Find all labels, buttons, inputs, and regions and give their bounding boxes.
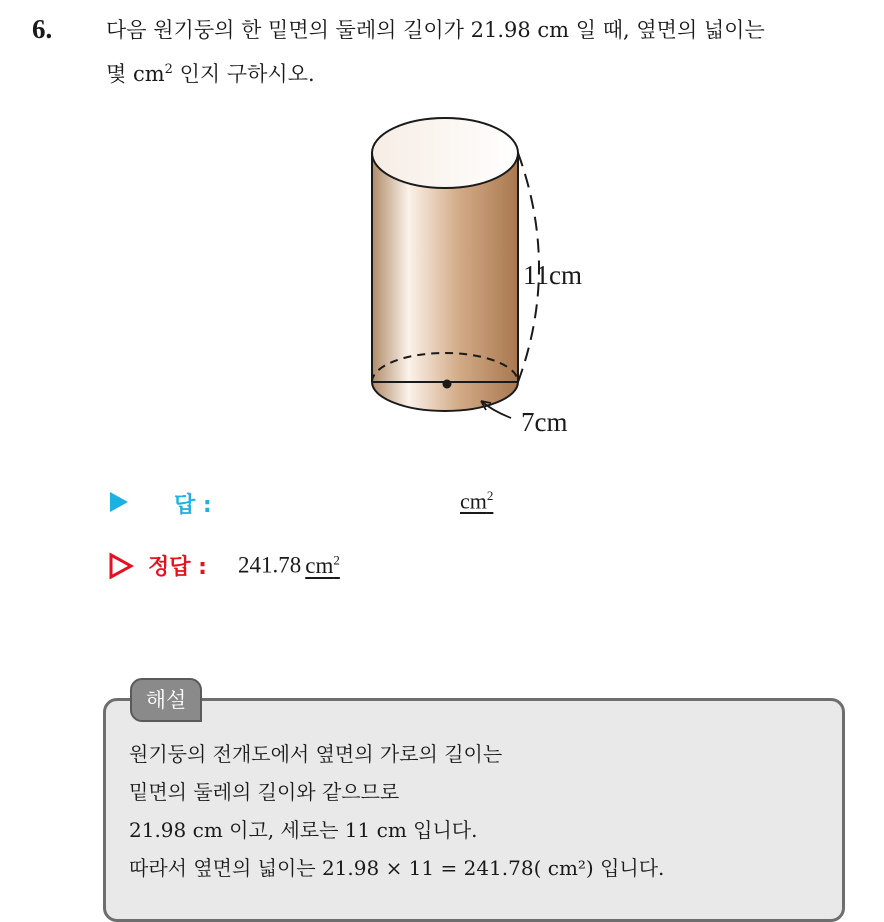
- answer-unit-superscript: 2: [486, 488, 494, 503]
- correct-answer-text: [238, 552, 340, 579]
- correct-answer-unit: cm: [305, 552, 334, 578]
- question-unit-text: 몇 cm: [106, 62, 165, 86]
- question-text-line2: [106, 63, 315, 85]
- cylinder-top-face: [372, 118, 518, 188]
- explanation-line-3: 21.98 cm 이고, 세로는 11 cm 입니다.: [129, 818, 478, 842]
- answer-row: [108, 488, 608, 528]
- explanation-tag: 해설: [130, 678, 202, 722]
- correct-arrow-icon: [108, 552, 134, 580]
- explanation-box: [103, 698, 845, 922]
- center-point: [443, 380, 452, 389]
- height-label: 11cm: [523, 260, 582, 290]
- correct-answer-value: 241.78: [238, 552, 302, 578]
- question-ending-text: 인지 구하시오.: [172, 62, 315, 86]
- answer-blank[interactable]: [454, 488, 493, 514]
- cylinder-figure: [355, 108, 615, 448]
- question-number: 6.: [32, 14, 53, 44]
- explanation-line-4: 따라서 옆면의 넓이는 21.98 × 11 = 241.78( cm²) 입니다.: [129, 856, 665, 880]
- correct-answer-unit-superscript: 2: [333, 552, 340, 567]
- explanation-text: [129, 735, 664, 887]
- explanation-line-2: 밑면의 둘레의 길이와 같으므로: [129, 780, 400, 804]
- correct-answer-unit-group: [301, 553, 340, 578]
- answer-label: 답 :: [174, 493, 212, 518]
- cylinder-body: [372, 153, 518, 411]
- correct-answer-label: 정답 :: [148, 555, 207, 580]
- explanation-line-1: 원기둥의 전개도에서 옆면의 가로의 길이는: [129, 742, 503, 766]
- question-text-line1: 다음 원기둥의 한 밑면의 둘레의 길이가 21.98 cm 일 때, 옆면의 넓이는: [106, 18, 765, 42]
- answer-arrow-icon: [108, 490, 130, 514]
- answer-unit: cm: [460, 488, 487, 514]
- correct-answer-row: [108, 550, 608, 590]
- diameter-label: 7cm: [521, 407, 568, 437]
- question-unit-superscript: 2: [164, 62, 173, 77]
